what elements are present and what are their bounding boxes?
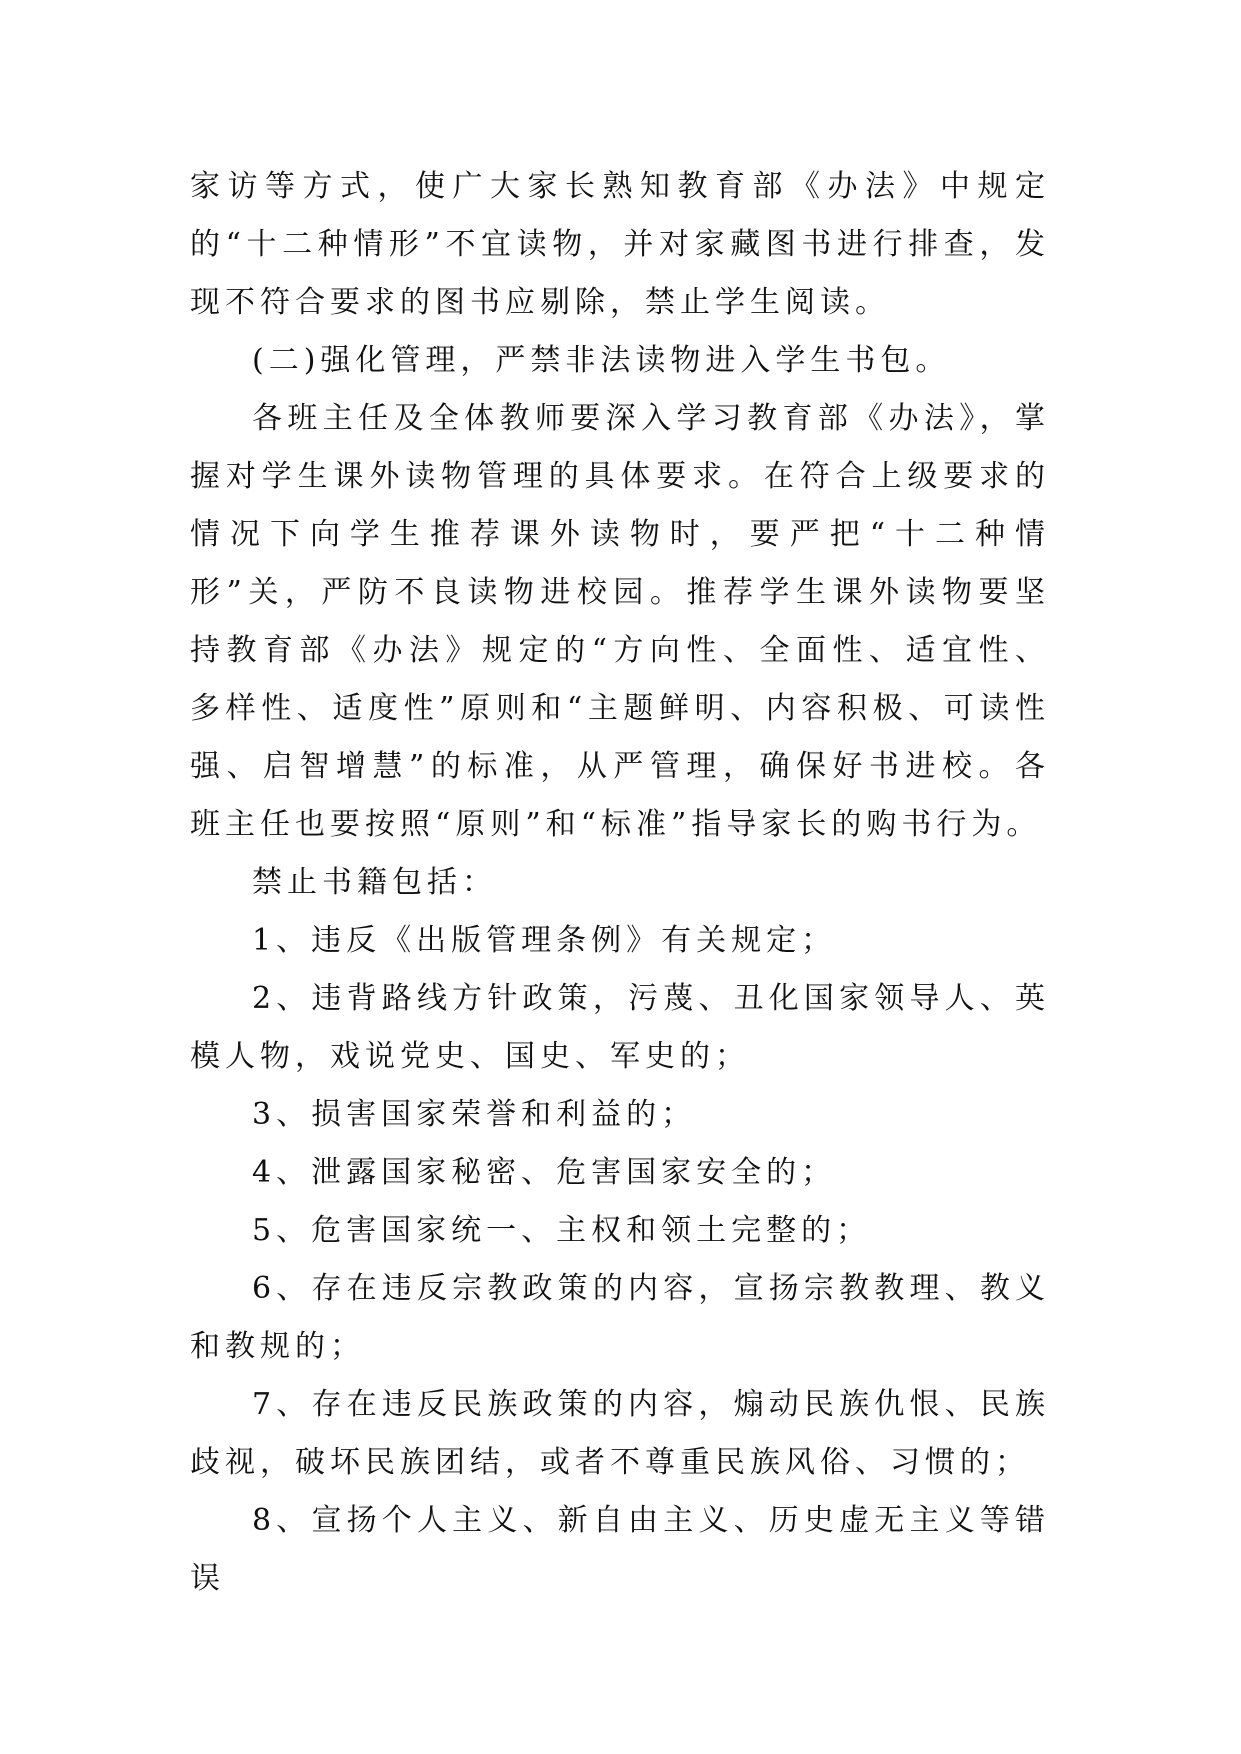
list-intro: 禁止书籍包括： <box>252 865 497 900</box>
list-item: 3、损害国家荣誉和利益的； <box>252 1097 697 1132</box>
document-page <box>190 158 1050 1608</box>
list-item: 5、危害国家统一、主权和领土完整的； <box>252 1213 872 1248</box>
section-heading: (二)强化管理，严禁非法读物进入学生书包。 <box>252 343 951 378</box>
list-item: 8、宣扬个人主义、新自由主义、历史虚无主义等错误 <box>190 1503 1050 1596</box>
paragraph-body: 各班主任及全体教师要深入学习教育部《办法》，掌握对学生课外读物管理的具体要求。在符合上级要求的情况下向学生推荐课外读物时，要严把“十二种情形”关，严防不良读物进校园。推荐学生课外读物要坚持教育部《办法》规定的“方向性、全面性、适宜性、多样性、适度性”原则和“主题鲜明、内容积极、可读性强、启智增慧”的标准，从严管理，确保好书进校。各班主任也要按照“原则”和“标准”指导家长的购书行为。 <box>190 401 1050 842</box>
list-item: 4、泄露国家秘密、危害国家安全的； <box>252 1155 837 1190</box>
list-item: 6、存在违反宗教政策的内容，宣扬宗教教理、教义和教规的； <box>190 1271 1050 1364</box>
paragraph-continuation: 家访等方式，使广大家长熟知教育部《办法》中规定的“十二种情形”不宜读物，并对家藏图书进行排查，发现不符合要求的图书应剔除，禁止学生阅读。 <box>190 169 1050 320</box>
list-item: 7、存在违反民族政策的内容，煽动民族仇恨、民族歧视，破坏民族团结，或者不尊重民族风俗、习惯的； <box>190 1387 1050 1480</box>
list-item: 1、违反《出版管理条例》有关规定； <box>252 923 837 958</box>
list-item: 2、违背路线方针政策，污蔑、丑化国家领导人、英模人物，戏说党史、国史、军史的； <box>190 981 1050 1074</box>
